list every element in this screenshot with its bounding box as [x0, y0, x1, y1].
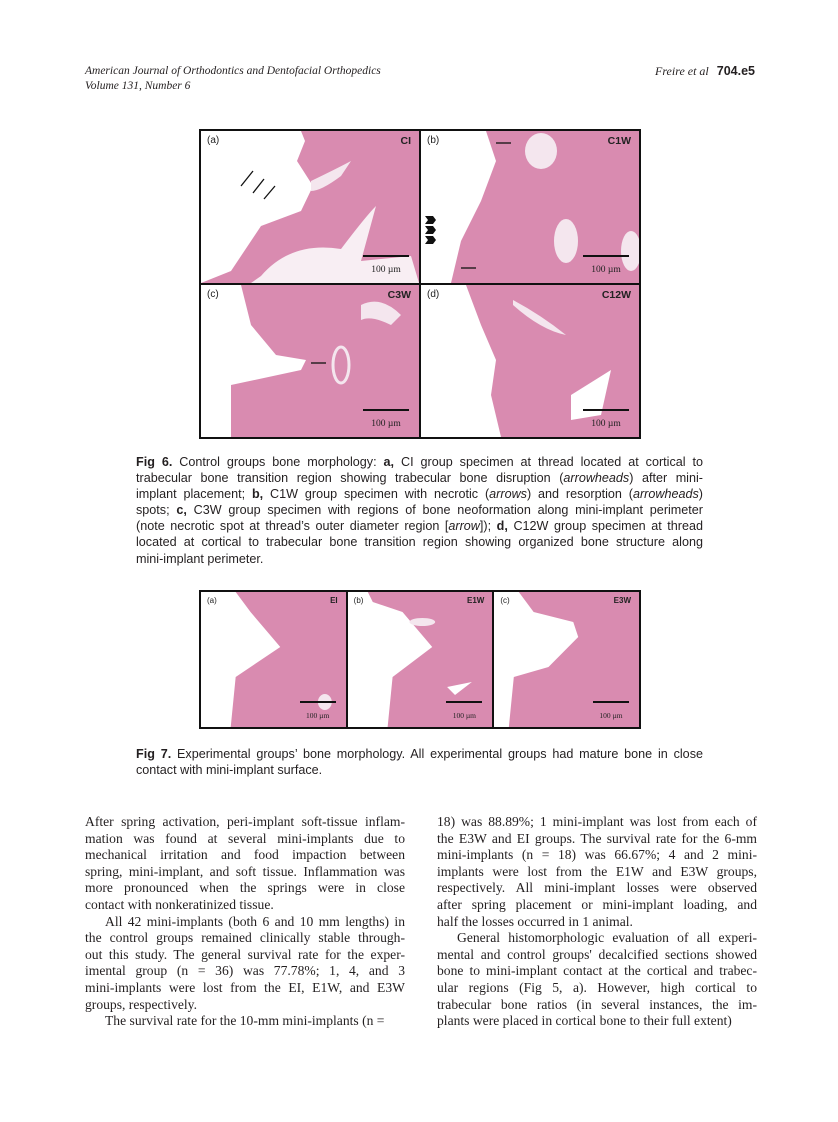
scale-bar-label: 100 µm [371, 265, 401, 275]
fig6-panel-d [421, 285, 639, 437]
body-text-line: half the losses occurred in 1 animal. [437, 913, 633, 929]
fig6-panel-a [201, 131, 419, 283]
scale-bar-label: 100 µm [452, 711, 476, 720]
group-label: C12W [601, 289, 631, 301]
caption-text: trabecular bone transition region showing trabecular bone disruption ( [136, 471, 564, 486]
scale-bar [446, 701, 482, 723]
body-text-line: plants were placed in cortical bone to their full extent) [437, 1013, 732, 1029]
group-label: C1W [607, 135, 631, 147]
caption-italic: arrowheads [632, 487, 699, 502]
caption-text: contact with mini-implant surface. [136, 763, 323, 778]
scale-bar-label: 100 µm [591, 419, 621, 429]
body-text-line: more pronounced when the springs were in close [85, 880, 405, 896]
body-text-line: bone to mini-implant contact at the cortical and trabec- [437, 963, 757, 979]
fig7-panel-a [201, 592, 346, 727]
caption-text: CI group specimen at thread located at cortical to [394, 455, 703, 469]
caption-text: spots; [136, 503, 177, 518]
group-label: E1W [466, 596, 485, 605]
running-header-right [655, 64, 755, 79]
body-text-line: mini-implants were lost from the EI, E1W, and E3W [85, 979, 405, 995]
body-text-line: After spring activation, peri-implant soft-tissue inflam- [85, 814, 405, 829]
scale-bar [363, 409, 409, 431]
caption-italic: arrow [448, 519, 480, 534]
body-text-line: The survival rate for the 10-mm mini-implants (n = [105, 1013, 385, 1029]
body-text-line: out this study. The general survival rate for the exper- [85, 946, 405, 962]
caption-text: ]); [479, 519, 497, 534]
caption-text: Control groups bone morphology: [172, 455, 384, 469]
scale-bar [583, 255, 629, 277]
group-label: C3W [387, 289, 411, 301]
body-text-line: the control groups remained clinically stable through- [85, 930, 405, 946]
scale-bar-label: 100 µm [306, 711, 330, 720]
scale-bar [363, 255, 409, 277]
group-label: CI [400, 135, 411, 147]
scale-bar-label: 100 µm [591, 265, 621, 275]
caption-text: ) [698, 487, 703, 502]
caption-text: (note necrotic spot at thread’s outer diameter region [ [136, 519, 449, 534]
running-header-left [85, 64, 381, 94]
caption-line [136, 486, 703, 502]
body-text-line: the E3W and EI groups. The survival rate for the 6-mm [437, 830, 757, 846]
caption-emphasis: c, [176, 503, 187, 518]
panel-label: (b) [353, 596, 364, 605]
body-text-line: groups, respectively. [85, 996, 197, 1012]
body-text-line: spring, mini-implant, and soft tissue. Inflammation was [85, 863, 405, 879]
body-text-line: imental group (n = 36) was 77.78%; 1, 4, and 3 [85, 963, 405, 979]
caption-text: C12W group specimen at thread [507, 519, 703, 534]
fig7-panel-b [348, 592, 493, 727]
fig7-panel-c [494, 592, 639, 727]
caption-emphasis: d, [496, 519, 508, 534]
figure-7 [199, 590, 641, 729]
caption-emphasis: b, [251, 487, 264, 502]
panel-label: (b) [427, 135, 440, 146]
caption-text: implant placement; [136, 487, 252, 502]
caption-line [136, 454, 703, 470]
scale-bar-label: 100 µm [599, 711, 623, 720]
caption-text: mini-implant perimeter. [136, 551, 264, 566]
body-column-right [437, 814, 757, 1030]
caption-text: located at cortical to trabecular bone transition region showing organized bone structure along [136, 535, 703, 550]
fig6-panel-b [421, 131, 639, 283]
figure-7-caption [136, 746, 703, 778]
body-text-line: ular regions (Fig 5, a). However, high cortical to [437, 979, 757, 995]
caption-italic: arrowheads [563, 471, 630, 486]
group-label: E3W [613, 596, 631, 605]
caption-emphasis: a, [383, 455, 395, 469]
body-text-line: implants were lost from the E1W and E3W groups, [437, 863, 757, 879]
page-number: 704.e5 [716, 64, 755, 78]
body-text-line: 18) was 88.89%; 1 mini-implant was lost from each of [437, 814, 757, 829]
panel-label: (a) [207, 135, 220, 146]
body-text-line: mechanical irritation and food impaction between [85, 847, 405, 863]
caption-line [136, 502, 703, 518]
panel-label: (d) [427, 289, 440, 300]
journal-title: American Journal of Orthodontics and Dentofacial Orthopedics [85, 65, 381, 77]
caption-text: C3W group specimen with regions of bone neoformation along mini-implant perimeter [186, 503, 703, 518]
fig6-panel-c [201, 285, 419, 437]
body-text-line: mini-implants (n = 18) was 66.67%; 4 and 2 mini- [437, 847, 757, 863]
body-column-left [85, 814, 405, 1030]
scale-bar [300, 701, 336, 723]
caption-emphasis: Fig 6. [136, 455, 173, 469]
caption-line [136, 470, 703, 486]
scale-bar-label: 100 µm [371, 419, 401, 429]
panel-label: (a) [207, 596, 217, 605]
caption-italic: arrows [489, 487, 527, 502]
group-label: EI [330, 596, 338, 605]
scale-bar [593, 701, 629, 723]
body-text-line: after spring placement or mini-implant loading, and [437, 896, 757, 912]
body-text-line: contact with nonkeratinized tissue. [85, 896, 274, 912]
authors: Freire et al [655, 64, 709, 78]
caption-text: C1W group specimen with necrotic ( [263, 487, 490, 502]
caption-line [136, 534, 703, 550]
caption-text: Experimental groups’ bone morphology. All experimental groups had mature bone in close [171, 747, 703, 761]
caption-line [136, 762, 703, 778]
caption-text: ) and resorption ( [526, 487, 633, 502]
figure-6-caption [136, 454, 703, 567]
panel-label: (c) [500, 596, 510, 605]
caption-line [136, 551, 703, 567]
body-text-line: respectively. All mini-implant losses were observed [437, 880, 757, 896]
figure-6 [199, 129, 641, 439]
body-text-line: mental and control groups' decalcified sections showed [437, 946, 757, 962]
journal-volume: Volume 131, Number 6 [85, 80, 191, 92]
caption-emphasis: Fig 7. [136, 747, 172, 761]
scale-bar [583, 409, 629, 431]
body-text-line: General histomorphologic evaluation of all experi- [457, 930, 757, 946]
caption-line [136, 746, 703, 762]
body-text-line: All 42 mini-implants (both 6 and 10 mm lengths) in [105, 913, 405, 929]
caption-text: ) after mini- [629, 471, 703, 486]
body-text-line: trabecular bone ratios (in several instances, the im- [437, 996, 757, 1012]
caption-line [136, 518, 703, 534]
panel-label: (c) [207, 289, 219, 300]
body-text-line: mation was found at several mini-implants due to [85, 830, 405, 846]
